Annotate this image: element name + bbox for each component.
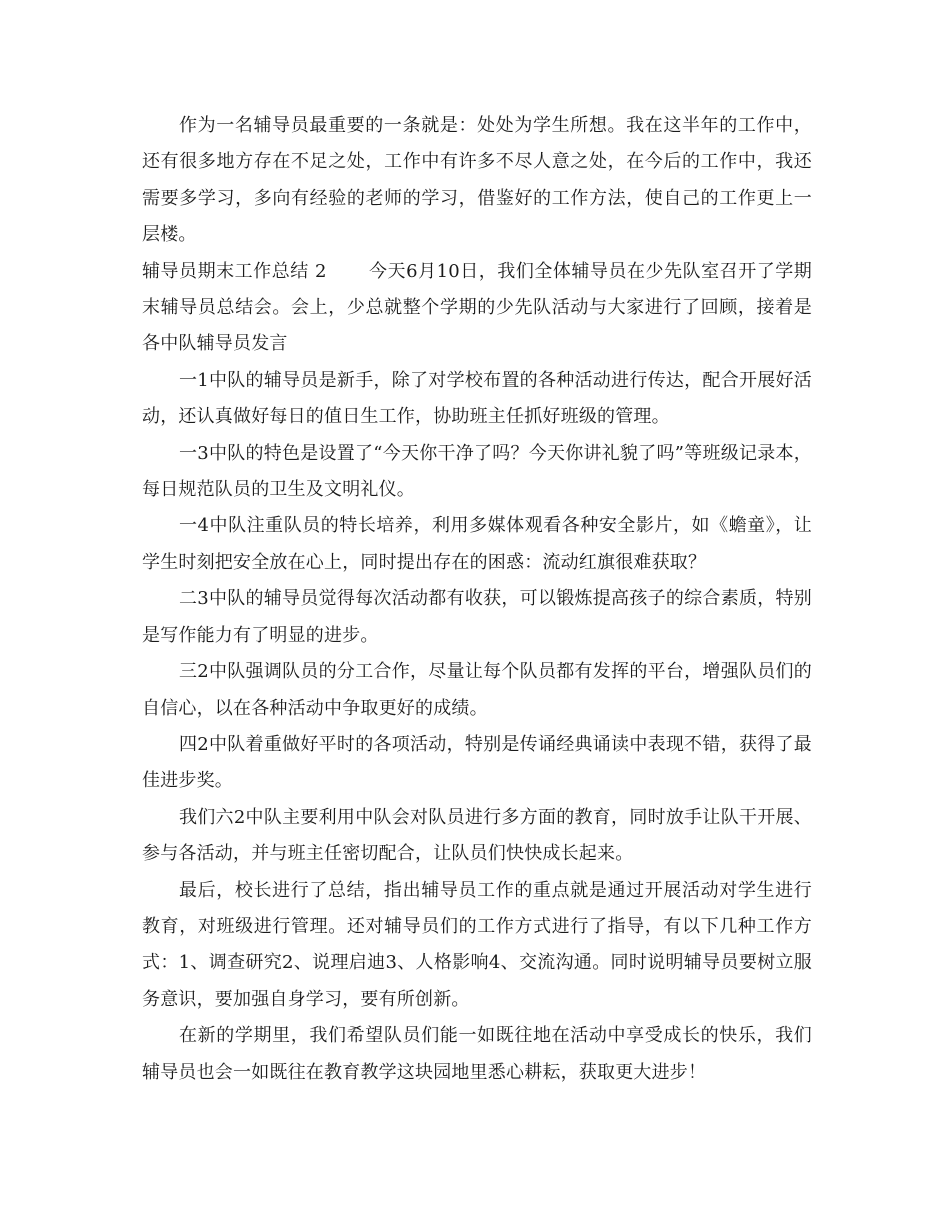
document-body: [142, 108, 812, 1091]
section-heading: 辅导员期末工作总结 2: [142, 260, 327, 282]
paragraph-squad-6-2: 我们六2中队主要利用中队会对队员进行多方面的教育，同时放手让队干开展、参与各活动，并与班主任密切配合，让队员们快快成长起来。: [142, 806, 812, 865]
intro-paragraph: 作为一名辅导员最重要的一条就是：处处为学生所想。我在这半年的工作中，还有很多地方存在不足之处，工作中有许多不尽人意之处，在今后的工作中，我还需要多学习，多向有经验的老师的学习，借鉴好的工作方法，使自己的工作更上一层楼。: [142, 115, 812, 246]
paragraph-squad-1-3: 一3中队的特色是设置了“今天你干净了吗？今天你讲礼貌了吗”等班级记录本，每日规范队员的卫生及文明礼仪。: [142, 442, 812, 501]
paragraph-squad-4-2: 四2中队着重做好平时的各项活动，特别是传诵经典诵读中表现不错，获得了最佳进步奖。: [142, 733, 812, 792]
paragraph-squad-3-2: 三2中队强调队员的分工合作，尽量让每个队员都有发挥的平台，增强队员们的自信心，以在各种活动中争取更好的成绩。: [142, 661, 812, 719]
paragraph-squad-1-1: 一1中队的辅导员是新手，除了对学校布置的各种活动进行传达，配合开展好活动，还认真做好每日的值日生工作，协助班主任抓好班级的管理。: [142, 369, 812, 428]
paragraph-principal-summary: 最后，校长进行了总结，指出辅导员工作的重点就是通过开展活动对学生进行教育，对班级进行管理。还对辅导员们的工作方式进行了指导，有以下几种工作方式：1、调查研究2、说理启迪3、人格影响4、交流沟通。同时说明辅导员要树立服务意识，要加强自身学习，要有所创新。: [142, 879, 812, 1010]
paragraph-closing: 在新的学期里，我们希望队员们能一如既往地在活动中享受成长的快乐，我们辅导员也会一如既往在教育教学这块园地里悉心耕耘，获取更大进步！: [142, 1025, 812, 1083]
paragraph-squad-1-4: 一4中队注重队员的特长培养，利用多媒体观看各种安全影片，如《蟾童》，让学生时刻把安全放在心上，同时提出存在的困惑：流动红旗很难获取？: [142, 515, 812, 573]
section-intro: 今天6月10日，我们全体辅导员在少先队室召开了学期末辅导员总结会。会上，少总就整个学期的少先队活动与大家进行了回顾，接着是各中队辅导员发言: [142, 260, 812, 355]
section-paragraph: [142, 254, 812, 363]
paragraph-squad-2-3: 二3中队的辅导员觉得每次活动都有收获，可以锻炼提高孩子的综合素质，特别是写作能力有了明显的进步。: [142, 588, 812, 646]
